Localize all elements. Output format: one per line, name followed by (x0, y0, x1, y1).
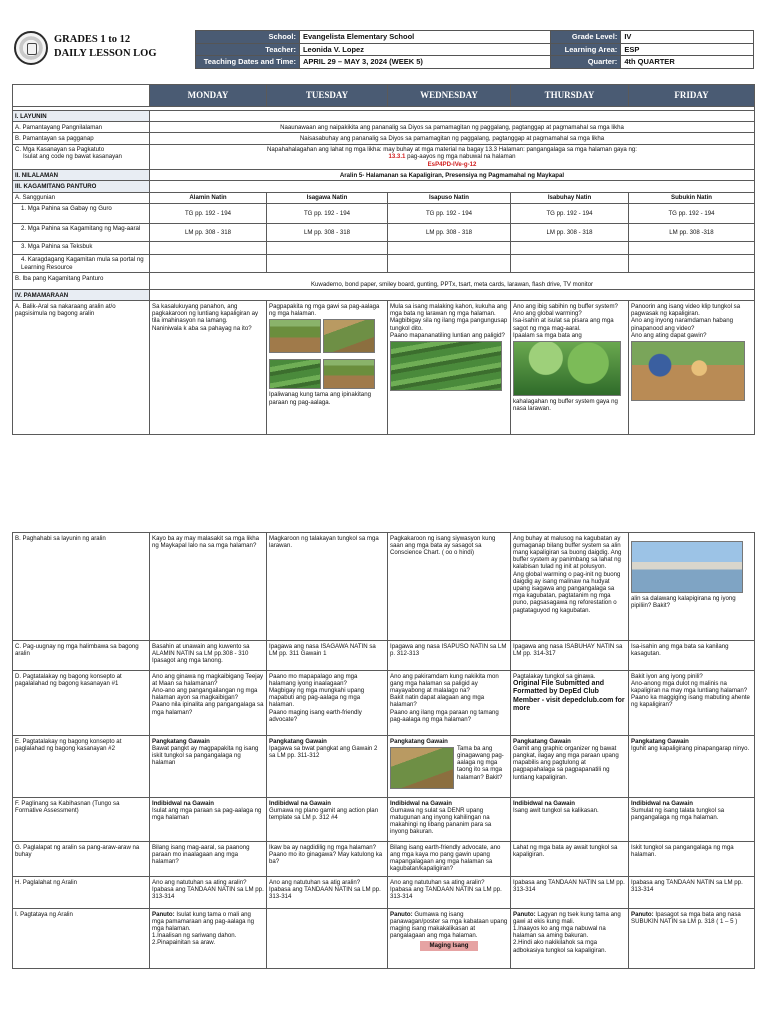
col-head-fri: Subukin Natin (629, 192, 755, 203)
f-label: F. Paglinang sa Kabihasnan (Tungo sa Formative Assessment) (13, 798, 150, 842)
f-fri-head: Indibidwal na Gawain (631, 799, 693, 807)
school-value: Evangelista Elementary School (299, 31, 550, 44)
karagdagang-mon (150, 254, 267, 272)
polluted-lake-photo (631, 541, 743, 593)
dates-value: APRIL 29 – MAY 3, 2024 (WEEK 5) (299, 56, 550, 69)
i-mon-text: Isulat kung tama o mali ang mga pamamaraan ang pag-aalaga ng mga halaman. 1.Inaalisan ng sariwang dahon. 2.Pinapainitan sa araw. (152, 910, 254, 947)
paghahabi-mon: Kayo ba ay may malasakit sa mga likha ng Maykapal lalo na sa mga halaman? (150, 533, 267, 641)
paguugnay-thu: Ipagawa ang nasa ISABUHAY NATIN sa LM pp. 314-317 (511, 641, 629, 671)
kasanayan-label-cell (13, 144, 150, 170)
balik-wed-text: Mula sa isang malaking kahon, kukuha ang mga bata ng larawan ng mga halaman. Magbibigay sila ng ilang mga pangungusap tungkol dito. Paano mapananatiling luntian ang paligid? (390, 302, 508, 339)
i-fri-text: Ipasagot sa mga bata ang nasa SUBUKIN NATIN sa LM p. 318 ( 1 – 5 ) (631, 910, 741, 925)
page-2 (0, 532, 768, 1024)
g-fri: Iskit tungkol sa pangangalaga ng mga halaman. (629, 842, 755, 877)
f-fri (629, 798, 755, 842)
pangnilalaman-value: Naaunawaan ang naipakikita ang pananalig sa Diyos sa pamamagitan ng paggalang, pagtanggap at pagmamahal sa mga likha (150, 122, 755, 133)
f-wed-text: Gumawa ng sulat sa DENR upang matugunan ang inyong kahilingan na makahingi ng libang pananim para sa inyong bakuran. (390, 806, 492, 836)
kasanayan-sub: Isulat ang code ng bawat kasanayan (23, 153, 122, 161)
terrace-care-photo (269, 359, 321, 389)
paghahabi-fri (629, 533, 755, 641)
col-head-mon: Alamin Natin (150, 192, 267, 203)
d-wed: Ano ang pakiramdam kung nakikita mon gang mga halaman sa paligid ay mayayabong at malalago na? Bakit natin dapat alagaan ang mga halaman? Paano ang ilang mga paraan ng tamang pag-aalaga ng mga halaman? (388, 671, 511, 736)
teksbuk-label: 3. Mga Pahina sa Teksbuk (13, 241, 150, 254)
e-tue (267, 736, 388, 798)
deped-seal-icon (14, 31, 48, 65)
i-thu (511, 909, 629, 969)
karagdagang-label: 4. Karagdagang Kagamitan mula sa portal ng Learning Resource (13, 254, 150, 272)
day-thursday: THURSDAY (511, 85, 629, 107)
day-friday: FRIDAY (629, 85, 755, 107)
karagdagang-thu (511, 254, 629, 272)
lesson-grid-page2 (12, 532, 755, 969)
guro-tue: TG pp. 192 - 194 (267, 203, 388, 223)
kasanayan-line2 (152, 153, 752, 160)
d-mon: Ano ang ginawa ng magkaibigang Teejay at Maan sa halamanan? Ano-ano ang pangangailangan ng mga halaman ayon sa magkaibigan? Paano nila ipinalita ang pangangalaga sa mga halaman? (150, 671, 267, 736)
d-thu (511, 671, 629, 736)
i-wed-panuto: Panuto: (390, 910, 413, 918)
f-wed (388, 798, 511, 842)
nilalaman-label: II. NILALAMAN (13, 170, 150, 181)
paghahabi-tue: Magkaroon ng talakayan tungkol sa mga larawan. (267, 533, 388, 641)
garden-care-photo (269, 319, 321, 353)
kasanayan-subcode: 13.3.1 (388, 153, 406, 161)
pamamaraan-label: IV. PAMAMARAAN (13, 290, 150, 301)
balik-fri-text: Panoorin ang isang video klip tungkol sa pagwasak ng kapaligiran. Ano ang inyong naramdaman habang pinapanood ang video? Ano ang ating dapat gawin? (631, 302, 741, 339)
teacher-value: Leonida V. Lopez (299, 43, 550, 56)
guro-label: 1. Mga Pahina sa Gabay ng Guro (13, 203, 150, 223)
paguugnay-mon: Basahin at unawain ang kuwento sa ALAMIN NATIN sa LM pp.308 - 310 Ipasagot ang mga tanong. (150, 641, 267, 671)
e-wed (388, 736, 511, 798)
f-tue-text: Gumawa ng plano gamit ang action plan template sa LM p. 312 #4 (269, 806, 379, 821)
nilalaman-value: Aralin 5- Halamanan sa Kapaligiran, Presensiya ng Pagmamahal ng Maykapal (150, 170, 755, 181)
g-wed: Bilang isang earth-friendly advocate, ano ang mga kaya mo pang gawin upang mapangalagaan ang mga halaman sa kagubatan/kapaligiran? (388, 842, 511, 877)
h-tue: Ano ang natutuhan sa atig aralin? Ipabasa ang TANDAAN NATIN sa LM pp. 313-314 (267, 877, 388, 909)
i-fri (629, 909, 755, 969)
g-thu: Lahat ng mga bata ay await tungkol sa kapaligiran. (511, 842, 629, 877)
f-mon-text: Isulat ang mga paraan sa pag-aalaga ng mga halaman (152, 806, 262, 821)
day-tuesday: TUESDAY (267, 85, 388, 107)
e-mon (150, 736, 267, 798)
f-fri-text: Sumulat ng isang talata tungkol sa pangangalaga ng mga halaman. (631, 806, 725, 821)
quarter-label: Quarter: (551, 56, 621, 69)
e-thu-text: Gamit ang graphic organizer ng bawat pangkat, ilagay ang mga paraan upang mapabilis ang pagtulong at pagpapahalaga sa pagpapanatili ng luntiang kapaligiran. (513, 744, 619, 781)
quarter-value: 4th QUARTER (621, 56, 754, 69)
log-title (54, 33, 157, 61)
paghahabi-fri-text: alin sa dalawang kalapigirana ng iyong pipiliin? Bakit? (631, 594, 736, 609)
col-head-thu: Isabuhay Natin (511, 192, 629, 203)
kids-planting-photo (631, 341, 745, 401)
i-thu-text: Lagyan ng tsek kung tama ang gawi at ekis kung mali. 1.Inaayos ko ang mga nabuwal na halaman sa aming bakuran. 2.Hindi ako nakikilahok sa mga adbokasiya tungkol sa kapaligiran. (513, 910, 621, 954)
teksbuk-tue (267, 241, 388, 254)
guro-thu: TG pp. 192 - 194 (511, 203, 629, 223)
g-mon: Bilang isang mag-aaral, sa paanong paraan mo inaalagaan ang mga halaman? (150, 842, 267, 877)
garden-care-photo-2 (323, 359, 375, 389)
dates-label: Teaching Dates and Time: (196, 56, 300, 69)
f-mon (150, 798, 267, 842)
g-label: G. Paglalapat ng aralin sa pang-araw-araw na buhay (13, 842, 150, 877)
mag-aaral-thu: LM pp. 308 - 318 (511, 223, 629, 241)
g-tue: Ikaw ba ay nagdidilig ng mga halaman? Paano mo ito ginagawa? May katulong ka ba? (267, 842, 388, 877)
i-mon-panuto: Panuto: (152, 910, 175, 918)
balik-tue-text: Pagpapakita ng mga gawi sa pag-aalaga ng mga halaman. (269, 302, 380, 318)
f-tue-head: Indibidwal na Gawain (269, 799, 331, 807)
kasanayan-line1: Napahahalagahan ang lahat ng mga likha: may buhay at mga material na bagay 13.3 Halaman: pangangalaga sa mga halaman gaya ng: (267, 146, 637, 154)
teksbuk-wed (388, 241, 511, 254)
e-label: E. Pagtatalakay ng bagong konsepto at paglalahad ng bagong kasanayan #2 (13, 736, 150, 798)
balik-fri (629, 301, 755, 435)
title-line2: DAILY LESSON LOG (54, 48, 157, 59)
lesson-grid-page1 (12, 84, 755, 435)
f-mon-head: Indibidwal na Gawain (152, 799, 214, 807)
mag-aaral-mon: LM pp. 308 - 318 (150, 223, 267, 241)
h-label: H. Paglalahat ng Aralin (13, 877, 150, 909)
e-thu-head: Pangkatang Gawain (513, 737, 571, 745)
teksbuk-thu (511, 241, 629, 254)
forest-photo (513, 341, 621, 396)
h-fri: Ipabasa ang TANDAAN NATIN sa LM pp. 313-314 (629, 877, 755, 909)
d-fri: Bakit iyon ang iyong pinili? Ano-anong mga dulot ng malinis na kapaligiran na may mga luntiang halaman? Paano ka maggiging isang mabuting ahente ng kapaligiran? (629, 671, 755, 736)
balik-tue-text2: Ipaliwanag kung tama ang ipinakitang paraan ng pag-aalaga. (269, 391, 371, 406)
iba-value: Kuwaderno, bond paper, smiley board, gunting, PPTx, tsart, meta cards, larawan, flash drive, TV monitor (150, 273, 755, 290)
karagdagang-tue (267, 254, 388, 272)
balik-label: A. Balik-Aral sa nakaraang aralin at/o pagsisimula ng bagong aralin (13, 301, 150, 435)
header (12, 30, 754, 68)
col-head-tue: Isagawa Natin (267, 192, 388, 203)
e-tue-text: Ipagawa sa bwat pangkat ang Gawain 2 sa LM pp. 311-312 (269, 744, 378, 759)
mag-aaral-label: 2. Mga Pahina sa Kagamitang ng Mag-aaral (13, 223, 150, 241)
e-wed-body (390, 745, 508, 791)
pagganap-value: Naisasabuhay ang pananalig sa Diyos sa pamamagitan ng paggalang, pagtanggap at pagmamahal sa mga likha (150, 133, 755, 144)
e-fri (629, 736, 755, 798)
iba-label: B. Iba pang Kagamitang Panturo (13, 273, 150, 290)
balik-thu (511, 301, 629, 435)
pagganap-label: B. Pamantayan sa pagganap (13, 133, 150, 144)
f-wed-head: Indibidwal na Gawain (390, 799, 452, 807)
grade-label: Grade Level: (551, 31, 621, 44)
paghahabi-wed: Pagkakaroon ng isang siywasyon kung saan ang mga bata ay sasagot sa Conscience Chart. ( oo o hindi) (388, 533, 511, 641)
paghahabi-thu: Ang buhay at malusog na kagubatan ay gumaganap bilang buffer system sa alin mang kapaligiran sa buong daigdig. Ang buffer system ay panimbang sa lahat ng kalabisan tulad ng init at polusyon. Ang global warming o pag-init ng buong daigdig ay isang malinaw na hudyat upang isagawa ang pangangalaga sa mga kagubatan, pagtatanim ng mga puno, pagsasagawa ng reforestation o pagtataguyod ng kagubatan. (511, 533, 629, 641)
col-head-wed: Isapuso Natin (388, 192, 511, 203)
day-wednesday: WEDNESDAY (388, 85, 511, 107)
kagamitan-blank (150, 181, 755, 192)
e-mon-head: Pangkatang Gawain (152, 737, 210, 745)
i-thu-panuto: Panuto: (513, 910, 536, 918)
info-table (195, 30, 754, 69)
day-monday: MONDAY (150, 85, 267, 107)
paguugnay-wed: Ipagawa ang nasa ISAPUSO NATIN sa LM p. 312-313 (388, 641, 511, 671)
i-wed (388, 909, 511, 969)
kagamitan-label: III. KAGAMITANG PANTURO (13, 181, 150, 192)
i-wed-text: Gumawa ng isang panawagan/poster sa mga kabataan upang maging isang makakalikasan at pangalagaan ang mga halaman. (390, 910, 508, 940)
balik-tue-photos (269, 317, 385, 391)
karagdagang-wed (388, 254, 511, 272)
mag-aaral-wed: LM pp. 308 - 318 (388, 223, 511, 241)
school-label: School: (196, 31, 300, 44)
e-wed-text: Tama ba ang ginagawang pag-aalaga ng mga taong ito sa mga halaman? Bakit? (457, 744, 504, 781)
depedclub-watermark: Original File Submitted and Formatted by DepEd Club Member - visit depedclub.com for more (513, 679, 625, 713)
balik-thu-text2: kahalagahan ng buffer system gaya ng nasa larawan. (513, 397, 618, 413)
i-fri-panuto: Panuto: (631, 910, 654, 918)
sanggunian-label: A. Sanggunian (13, 192, 150, 203)
balik-wed (388, 301, 511, 435)
d-tue: Paano mo mapapalago ang mga halamang iyong inaalagaan? Magbigay ng mga mungkahi upang mapabuti ang pag-aalaga ng mga halaman. Paano maging isang earth-friendly advocate? (267, 671, 388, 736)
field-care-photo (323, 319, 375, 353)
e-fri-head: Pangkatang Gawain (631, 737, 689, 745)
paguugnay-tue: Ipagawa ang nasa ISAGAWA NATIN sa LM pp. 311 Gawain 1 (267, 641, 388, 671)
grade-value: IV (621, 31, 754, 44)
paguugnay-label: C. Pag-uugnay ng mga halimbawa sa bagong aralin (13, 641, 150, 671)
h-mon: Ano ang natutuhan sa ating aralin? Ipabasa ang TANDAAN NATIN sa LM pp. 313-314 (150, 877, 267, 909)
f-thu-head: Indibidwal na Gawain (513, 799, 575, 807)
d-label: D. Pagtatalakay ng bagong konsepto at pagalalahad ng bagong kasanayan #1 (13, 671, 150, 736)
maging-isang-box: Maging Isang (420, 941, 479, 950)
pangnilalaman-label: A. Pamantayang Pangnilalaman (13, 122, 150, 133)
i-tue (267, 909, 388, 969)
h-thu: Ipabasa ang TANDAAN NATIN sa LM pp. 313-314 (511, 877, 629, 909)
corner-cell (13, 85, 150, 107)
field-workers-photo (390, 747, 454, 789)
e-wed-head: Pangkatang Gawain (390, 737, 448, 745)
paghahabi-label: B. Paghahabi sa layunin ng aralin (13, 533, 150, 641)
d-thu-text: Pagtalakay tungkol sa ginawa. (513, 672, 596, 680)
kasanayan-line2-text: pag-aayos ng mga nabuwal na halaman (407, 153, 516, 161)
teksbuk-fri (629, 241, 755, 254)
guro-fri: TG pp. 192 - 194 (629, 203, 755, 223)
teksbuk-mon (150, 241, 267, 254)
layunin-blank (150, 111, 755, 122)
kasanayan-label: C. Mga Kasanayan sa Pagkatuto (15, 146, 105, 154)
balik-thu-text: Ano ang ibig sabihin ng buffer system? Ano ang global warming? Isa-isahin at isulat sa pisara ang mga sagot ng mga mag-aaral. Ipaalam sa mga bata ang (513, 302, 618, 339)
layunin-label: I. LAYUNIN (13, 111, 150, 122)
area-label: Learning Area: (551, 43, 621, 56)
guro-mon: TG pp. 192 - 194 (150, 203, 267, 223)
area-value: ESP (621, 43, 754, 56)
title-line1: GRADES 1 to 12 (54, 34, 131, 45)
balik-mon: Sa kasalukuyang panahon, ang pagkakaroon ng luntiang kapaligiran ay tila imahinasyon na lamang. Naniniwala k aba sa pahayag na ito? (150, 301, 267, 435)
mag-aaral-tue: LM pp. 308 - 318 (267, 223, 388, 241)
i-label: I. Pagtataya ng Aralin (13, 909, 150, 969)
kasanayan-value (150, 144, 755, 170)
f-tue (267, 798, 388, 842)
guro-wed: TG pp. 192 - 194 (388, 203, 511, 223)
page-1 (0, 0, 768, 440)
pamamaraan-blank (150, 290, 755, 301)
f-thu (511, 798, 629, 842)
i-mon (150, 909, 267, 969)
kasanayan-code: EsP4PD-IVe-g-12 (427, 160, 477, 168)
e-fri-text: Iguhit ang kapaligirang pinapangarap ninyo. (631, 744, 750, 752)
h-wed: Ano ang natutuhan sa ating aralin? Ipabasa ang TANDAAN NATIN sa LM pp. 313-314 (388, 877, 511, 909)
karagdagang-fri (629, 254, 755, 272)
e-tue-head: Pangkatang Gawain (269, 737, 327, 745)
balik-tue (267, 301, 388, 435)
paguugnay-fri: Isa-isahin ang mga bata sa kanilang kasagutan. (629, 641, 755, 671)
f-thu-text: Isang awit tungkol sa kalikasan. (513, 806, 599, 814)
teacher-label: Teacher: (196, 43, 300, 56)
e-thu (511, 736, 629, 798)
e-mon-text: Bawat pangkt ay magpapakita ng isang iskit tungkol sa pangangalaga ng halaman (152, 744, 259, 767)
terrace-photo (390, 341, 502, 391)
mag-aaral-fri: LM pp. 308 -318 (629, 223, 755, 241)
